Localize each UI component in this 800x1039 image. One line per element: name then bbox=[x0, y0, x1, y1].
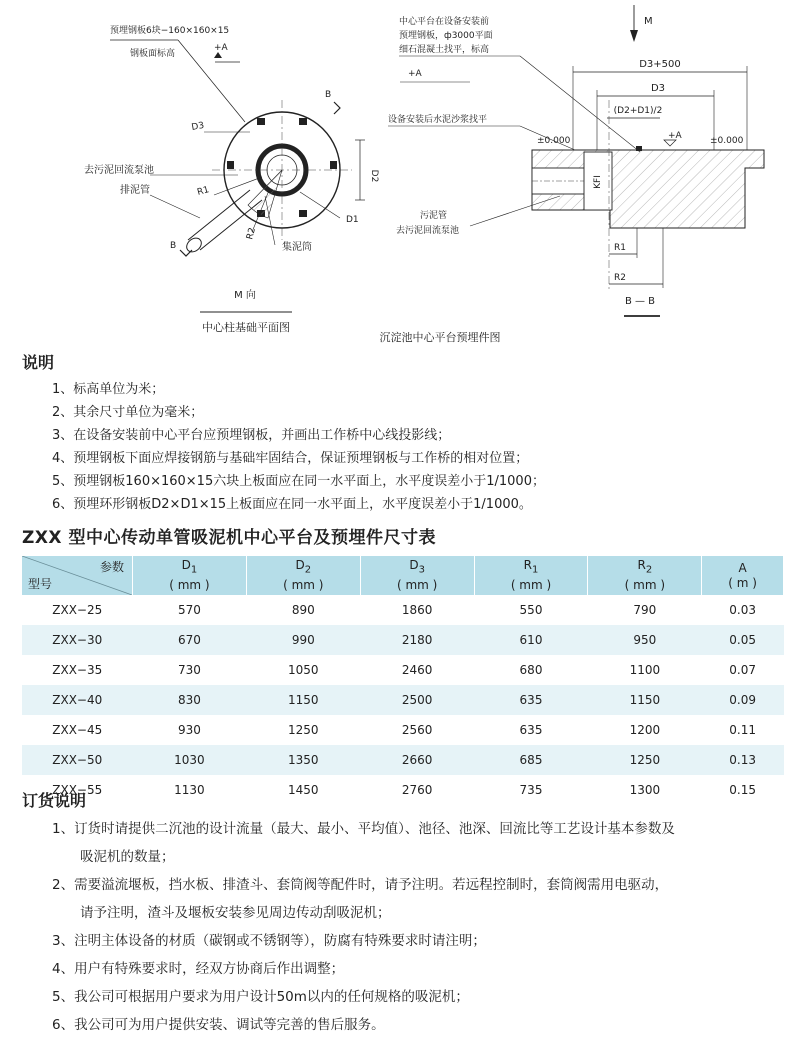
table-cell: 1100 bbox=[588, 655, 702, 685]
table-cell-model: ZXX−55 bbox=[22, 775, 133, 805]
notes-list bbox=[52, 378, 545, 516]
section-kfi-label: KFI bbox=[593, 175, 603, 189]
plan-collector-label: 集泥筒 bbox=[282, 242, 312, 253]
table-cell: 1250 bbox=[588, 745, 702, 775]
section-note-line1: 中心平台在设备安装前 bbox=[399, 17, 490, 27]
table-cell: 0.07 bbox=[702, 655, 784, 685]
table-header-row bbox=[22, 556, 784, 595]
plan-d2-label: D2 bbox=[369, 169, 379, 183]
table-cell-model: ZXX−35 bbox=[22, 655, 133, 685]
plan-r2-label: R2 bbox=[245, 226, 258, 241]
section-view bbox=[388, 5, 764, 316]
notes-item: 2、其余尺寸单位为毫米； bbox=[52, 405, 204, 420]
table-cell: 1860 bbox=[360, 595, 474, 625]
plan-b-top-label: B bbox=[325, 90, 332, 100]
section-bb-label: B — B bbox=[624, 296, 656, 307]
drawing-caption: 沉淀池中心平台预埋件图 bbox=[379, 331, 501, 344]
table-cell: 670 bbox=[133, 625, 247, 655]
plan-r1-label: R1 bbox=[196, 185, 211, 198]
order-item-text: 2、需要溢流堰板，挡水板、排渣斗、套筒阀等配件时，请予注明。若远程控制时，套筒阀需用电驱动， bbox=[52, 877, 669, 893]
table-corner-model: 型号 bbox=[28, 577, 53, 591]
table-cell: 1200 bbox=[588, 715, 702, 745]
section-sludge-pipe-label: 污泥管 bbox=[420, 211, 448, 221]
table-cell: 2760 bbox=[360, 775, 474, 805]
order-title: 订货说明 bbox=[22, 791, 87, 810]
table-header-d3: $D_3$ ( mm ) bbox=[360, 556, 474, 595]
table-cell-model: ZXX−30 bbox=[22, 625, 133, 655]
table-cell: 790 bbox=[588, 595, 702, 625]
table-title: ZXX 型中心传动单管吸泥机中心平台及预埋件尺寸表 bbox=[22, 528, 436, 548]
section-r2-label: R2 bbox=[614, 273, 626, 283]
table-cell-model: ZXX−40 bbox=[22, 685, 133, 715]
table-cell: 2560 bbox=[360, 715, 474, 745]
plan-return-pool-label: 去污泥回流泵池 bbox=[84, 165, 154, 176]
section-mortar-label: 设备安装后水泥沙浆找平 bbox=[388, 115, 488, 125]
table-cell: 735 bbox=[474, 775, 588, 805]
plan-a-label: +A bbox=[214, 43, 228, 53]
order-item-continuation: 吸泥机的数量； bbox=[80, 849, 175, 865]
table-cell: 635 bbox=[474, 685, 588, 715]
table-cell: 0.09 bbox=[702, 685, 784, 715]
order-item bbox=[52, 1011, 675, 1039]
order-item bbox=[52, 955, 675, 983]
table-row bbox=[22, 685, 784, 715]
order-item-text: 5、我公司可根据用户要求为用户设计50m以内的任何规格的吸泥机； bbox=[52, 989, 469, 1005]
table-row bbox=[22, 625, 784, 655]
plan-title: 中心柱基础平面图 bbox=[202, 321, 290, 334]
table-cell: 680 bbox=[474, 655, 588, 685]
order-item bbox=[52, 983, 675, 1011]
table-cell: 890 bbox=[246, 595, 360, 625]
table-cell: 730 bbox=[133, 655, 247, 685]
table-cell-model: ZXX−25 bbox=[22, 595, 133, 625]
order-list bbox=[52, 815, 675, 1039]
table-row bbox=[22, 655, 784, 685]
table-cell: 2460 bbox=[360, 655, 474, 685]
table-row bbox=[22, 775, 784, 805]
table-cell: 1350 bbox=[246, 745, 360, 775]
table-header-d2: $D_2$ ( mm ) bbox=[246, 556, 360, 595]
table-cell-model: ZXX−50 bbox=[22, 745, 133, 775]
order-item-text: 4、用户有特殊要求时，经双方协商后作出调整； bbox=[52, 961, 345, 977]
table-cell: 990 bbox=[246, 625, 360, 655]
notes-item: 6、预埋环形钢板D2×D1×15上板面应在同一水平面上，水平度误差小于1/1000。 bbox=[52, 497, 532, 512]
table-header-r1: $R_1$ ( mm ) bbox=[474, 556, 588, 595]
section-a-right-label: +A bbox=[668, 131, 682, 141]
section-d3-label: D3 bbox=[650, 83, 666, 94]
plan-view-label: M 向 bbox=[234, 290, 256, 301]
table-row bbox=[22, 745, 784, 775]
table-cell: 1250 bbox=[246, 715, 360, 745]
table-cell: 635 bbox=[474, 715, 588, 745]
plan-view bbox=[84, 24, 379, 334]
order-item-text: 3、注明主体设备的材质（碳钢或不锈钢等），防腐有特殊要求时请注明； bbox=[52, 933, 486, 949]
notes-item: 3、在设备安装前中心平台应预埋钢板，并画出工作桥中心线投影线； bbox=[52, 428, 451, 443]
notes-title: 说明 bbox=[22, 353, 55, 372]
table-cell-model: ZXX−45 bbox=[22, 715, 133, 745]
plan-discharge-pipe-label: 排泥管 bbox=[120, 185, 150, 196]
order-item bbox=[52, 871, 675, 927]
section-zero-right: ±0.000 bbox=[710, 136, 744, 146]
table-cell: 1130 bbox=[133, 775, 247, 805]
table-cell: 0.15 bbox=[702, 775, 784, 805]
section-m-label: M bbox=[644, 16, 653, 27]
section-r1-label: R1 bbox=[614, 243, 626, 253]
plan-surface-label: 钢板面标高 bbox=[130, 49, 176, 59]
section-a-left-label: +A bbox=[408, 69, 422, 79]
table-cell: 1150 bbox=[588, 685, 702, 715]
table-row bbox=[22, 715, 784, 745]
table-cell: 1450 bbox=[246, 775, 360, 805]
table-cell: 0.11 bbox=[702, 715, 784, 745]
section-zero-left: ±0.000 bbox=[537, 136, 571, 146]
plan-b-bottom-label: B bbox=[170, 241, 177, 251]
section-note-line3: 细石混凝土找平，标高 bbox=[399, 45, 490, 55]
table-cell: 0.13 bbox=[702, 745, 784, 775]
plan-d3-label: D3 bbox=[190, 120, 205, 133]
table-cell: 1030 bbox=[133, 745, 247, 775]
section-d3-500-label: D3+500 bbox=[639, 59, 681, 70]
order-item-text: 6、我公司可为用户提供安装、调试等完善的售后服务。 bbox=[52, 1017, 385, 1033]
table-row bbox=[22, 595, 784, 625]
notes-item: 1、标高单位为米； bbox=[52, 382, 165, 397]
table-cell: 550 bbox=[474, 595, 588, 625]
table-cell: 685 bbox=[474, 745, 588, 775]
table-cell: 2180 bbox=[360, 625, 474, 655]
plan-d1-label: D1 bbox=[346, 215, 359, 225]
section-half-label: (D2+D1)/2 bbox=[613, 106, 663, 116]
table-cell: 2500 bbox=[360, 685, 474, 715]
section-note-line2: 预埋钢板，ф3000平面 bbox=[399, 31, 493, 41]
table-header-r2: $R_2$ ( mm ) bbox=[588, 556, 702, 595]
table-cell: 610 bbox=[474, 625, 588, 655]
table-cell: 930 bbox=[133, 715, 247, 745]
table-cell: 2660 bbox=[360, 745, 474, 775]
table-cell: 830 bbox=[133, 685, 247, 715]
table-cell: 0.05 bbox=[702, 625, 784, 655]
section-return-pool-label: 去污泥回流泵池 bbox=[396, 226, 460, 236]
table-header-a: A ( m ) bbox=[702, 556, 784, 595]
table-cell: 1150 bbox=[246, 685, 360, 715]
order-item bbox=[52, 815, 675, 871]
notes-item: 5、预埋钢板160×160×15六块上板面应在同一水平面上，水平度误差小于1/1000； bbox=[52, 474, 545, 489]
table-header-d1: $D_1$ ( mm ) bbox=[133, 556, 247, 595]
table-corner-param: 参数 bbox=[99, 560, 124, 574]
plan-plate-label: 预埋钢板6块−160×160×15 bbox=[110, 26, 230, 36]
order-item bbox=[52, 927, 675, 955]
table-cell: 0.03 bbox=[702, 595, 784, 625]
table-cell: 950 bbox=[588, 625, 702, 655]
spec-table bbox=[22, 556, 784, 805]
technical-drawing bbox=[0, 0, 800, 345]
table-corner-cell bbox=[22, 556, 133, 595]
notes-item: 4、预埋钢板下面应焊接钢筋与基础牢固结合，保证预埋钢板与工作桥的相对位置； bbox=[52, 451, 529, 466]
table-cell: 1050 bbox=[246, 655, 360, 685]
order-item-continuation: 请予注明，渣斗及堰板安装参见周边传动刮吸泥机； bbox=[80, 905, 391, 921]
order-item-text: 1、订货时请提供二沉池的设计流量（最大、最小、平均值）、池径、池深、回流比等工艺设计基本参数及 bbox=[52, 821, 675, 837]
table-cell: 570 bbox=[133, 595, 247, 625]
table-cell: 1300 bbox=[588, 775, 702, 805]
